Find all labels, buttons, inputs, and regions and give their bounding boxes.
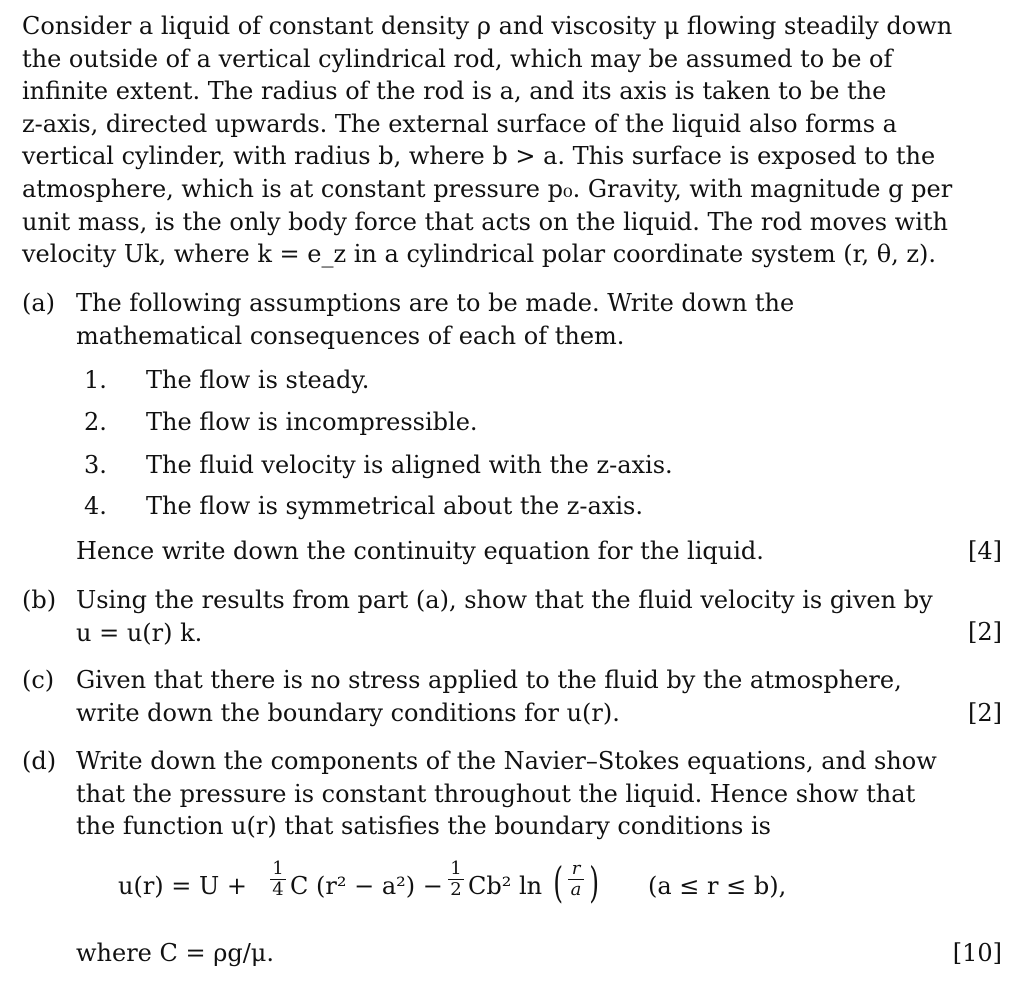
part-a-line: mathematical consequences of each of them. (76, 321, 625, 350)
assumption-text: The flow is symmetrical about the z-axis. (146, 492, 643, 520)
formula-domain: (a ≤ r ≤ b), (648, 872, 787, 900)
fraction-numerator: 1 (450, 858, 462, 879)
assumption-text: The flow is incompressible. (146, 408, 478, 436)
assumption-text: The flow is steady. (146, 366, 370, 394)
intro-paragraph (22, 10, 953, 271)
part-b-text (76, 584, 933, 649)
formula-middle: C (r² − a²) − (290, 872, 443, 900)
intro-line: infinite extent. The radius of the rod is a, and its axis is taken to be the (22, 77, 887, 106)
assumption-number: 4. (84, 492, 107, 520)
velocity-profile-formula (118, 858, 818, 920)
part-b-line: u = u(r) k. (76, 618, 203, 647)
part-d-line: the function u(r) that satisfies the boundary conditions is (76, 812, 771, 841)
part-c-line: Given that there is no stress applied to the fluid by the atmosphere, (76, 666, 902, 694)
assumption-number: 3. (84, 451, 107, 479)
intro-line: vertical cylinder, with radius b, where b > a. This surface is exposed to the (22, 142, 936, 171)
part-d-line: Write down the components of the Navier–Stokes equations, and show (76, 747, 937, 775)
intro-line: unit mass, is the only body force that acts on the liquid. The rod moves with (22, 207, 948, 236)
part-d-line: that the pressure is constant throughout the liquid. Hence show that (76, 779, 916, 808)
fraction-one-half (448, 860, 464, 899)
part-a-marks: [4] (968, 537, 1002, 565)
part-a-closing: Hence write down the continuity equation for the liquid. (76, 537, 764, 565)
part-c-line: write down the boundary conditions for u(r). (76, 698, 620, 727)
part-d-text (76, 745, 937, 843)
fraction-denominator: 4 (272, 879, 284, 900)
fraction-r-over-a (568, 860, 584, 899)
part-c-text (76, 664, 902, 729)
part-a-text (76, 287, 794, 352)
part-b-label: (b) (22, 586, 57, 614)
right-paren: ) (589, 858, 600, 907)
fraction-one-quarter (270, 860, 286, 899)
fraction-numerator: r (571, 858, 581, 879)
part-a-label: (a) (22, 289, 56, 317)
part-b-marks: [2] (968, 618, 1002, 646)
part-d-closing: where C = ρg/μ. (76, 939, 275, 967)
intro-line: z-axis, directed upwards. The external surface of the liquid also forms a (22, 109, 897, 138)
fraction-numerator: 1 (272, 858, 284, 879)
part-b-line: Using the results from part (a), show that the fluid velocity is given by (76, 586, 933, 614)
formula-lhs: u(r) = U + (118, 872, 247, 900)
fraction-denominator: 2 (450, 879, 462, 900)
fraction-denominator: a (570, 879, 582, 900)
part-a-line: The following assumptions are to be made. Write down the (76, 289, 795, 317)
left-paren: ( (553, 858, 564, 907)
assumption-number: 1. (84, 366, 107, 394)
formula-tail: Cb² ln (468, 872, 543, 900)
intro-line: atmosphere, which is at constant pressure p₀. Gravity, with magnitude g per (22, 174, 953, 203)
assumption-number: 2. (84, 408, 107, 436)
part-c-label: (c) (22, 666, 55, 694)
part-c-marks: [2] (968, 699, 1002, 727)
intro-line: the outside of a vertical cylindrical rod, which may be assumed to be of (22, 44, 893, 73)
intro-line: Consider a liquid of constant density ρ and viscosity μ flowing steadily down (22, 12, 953, 40)
intro-line: velocity Uk, where k = e_z in a cylindrical polar coordinate system (r, θ, z). (22, 240, 937, 269)
assumption-text: The fluid velocity is aligned with the z-axis. (146, 451, 673, 479)
part-d-marks: [10] (952, 939, 1002, 967)
part-d-label: (d) (22, 747, 57, 775)
